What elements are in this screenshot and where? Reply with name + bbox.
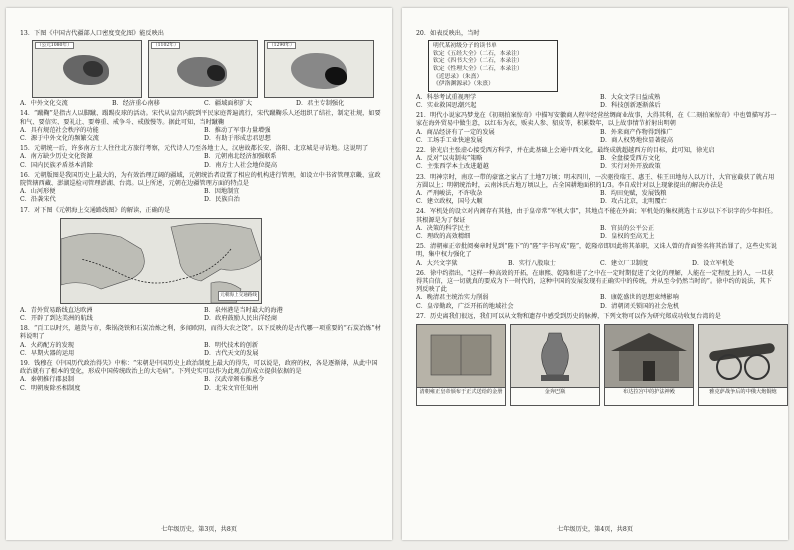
question-stem: 26．徐中约指出，“这样一种高效的开拓，在康熙、乾隆和进了之中在一定时期促进了文化的理解，人能在一定程度上的人，一旦获得其自信，这一切就真的要成为下一时代的，这种中国的发展发现有正确实中的传统，并从至今仍然当时的”。徐中约的说法，其下列反映了此 <box>416 269 774 294</box>
question-17 <box>20 207 382 324</box>
option-d: D．古代天文的发展 <box>204 349 259 357</box>
density-map-3 <box>264 40 374 98</box>
option-d: D．南方士人社会地位提高 <box>204 161 278 169</box>
option-c: C．源于中外文化的频繁交流 <box>20 135 99 143</box>
option-a: A．青外贸易路线直达欧洲 <box>20 306 93 314</box>
question-21 <box>416 112 778 145</box>
option-d: D．科技创新逐渐落后 <box>600 101 661 109</box>
option-b: B．均田免赋，发展钱粮 <box>600 190 667 197</box>
options <box>20 376 382 392</box>
map-legend: 元朝海上交通路线 <box>218 291 259 301</box>
map-caption: （公元1080年） <box>37 43 72 49</box>
options <box>416 190 778 206</box>
option-a: A．中外文化交流 <box>20 100 68 108</box>
options <box>20 127 382 143</box>
options <box>20 188 382 204</box>
options <box>416 225 778 241</box>
option-d: D．商人权势地位显著提高 <box>600 136 674 144</box>
option-c: C．国内民族矛盾基本消除 <box>20 161 93 169</box>
question-25 <box>416 243 778 268</box>
yuan-sea-route-map <box>60 218 262 304</box>
option-d: D．北宋文官任知州 <box>204 384 259 392</box>
options <box>20 100 382 108</box>
reading-list-table <box>428 40 558 92</box>
option-d: D．君主专制强化 <box>296 100 345 108</box>
option-c: C．建立厂卫制度 <box>600 259 649 267</box>
artifact-photo-4 <box>698 324 788 406</box>
option-c: C．理政的高效精细 <box>416 233 471 241</box>
option-c: C．实业救国思潮兴起 <box>416 101 477 109</box>
question-stem: 20．如表反映出，当时 <box>416 30 480 37</box>
density-map-1 <box>32 40 142 98</box>
table-row: 钦定《四书大全》（二石，本录注） <box>433 58 523 65</box>
photo-caption: 金奔巴瓶 <box>511 387 599 405</box>
table-row: 钦定《五经大全》（二石，本录注） <box>433 50 523 57</box>
option-a: A．科举考试重视理学 <box>416 93 477 101</box>
photo-caption: 布达拉宫中的护法神殿 <box>605 387 693 405</box>
map-caption: （1290年） <box>269 43 295 49</box>
question-stem: 13．下图《中国古代疆部人口密度变化图》能反映出 <box>20 30 164 37</box>
option-b: B．汉武帝颁布推恩令 <box>204 376 265 384</box>
left-exam-page <box>6 8 392 540</box>
options <box>20 307 382 323</box>
question-stem: 16．元朝版图是我国历史上最大的，为有效治理辽阔的疆域，元朝统治者设置了相应的机构进行管理，如设立中书省管理京畿、宣政院管辖西藏、澎湖巡检司管理澎湖、台湾。以上所述，元朝在边疆管理方面的特点是 <box>20 171 381 188</box>
option-d: D．有助于形成忠君思想 <box>204 135 271 143</box>
option-a: A．反对“以夷制夷”策略 <box>416 155 483 163</box>
option-d: D．政府鼓励人民出洋经商 <box>204 315 278 323</box>
page-footer: 七年级历史，第3页，共8页 <box>161 526 237 533</box>
option-a: A．秦朝推行郡县制 <box>20 376 74 384</box>
options <box>20 342 382 358</box>
option-d: D．攻占北京，北明覆亡 <box>600 198 667 206</box>
table-row: 钦定《性理大全》（二石，本录注） <box>433 65 523 72</box>
question-24 <box>416 208 778 241</box>
option-a: A．具有规范社会秩序的功能 <box>20 126 99 134</box>
artifact-photos <box>416 324 778 406</box>
question-stem: 21．明代小说家冯梦龙在《初刻拍案惊奇》中描写安徽商人程宰经营丝绸商业故事，大得其利，在《二刻拍案惊奇》中也曾描写苏一家在海外贸易中做生意，以红布为衣，贩卖人参、貂皮等，积累数年，以上故事情节折射出明朝 <box>416 112 777 128</box>
option-c: C．早期火器的运用 <box>20 349 75 357</box>
question-stem: 14．“蹴鞠”是指古人以脚蹴、蹋踢皮球的活动。宋代从皇宫内院到平民家庭普遍流行，宋代蹴鞠乐人还组织了结社，制定社规，如要和气、要信实、要礼让、要尊重、戒争斗、戒傲慢等。据此可知，当时蹴鞠 <box>20 110 381 126</box>
question-16 <box>20 172 382 205</box>
option-c: C．开辟了到达美洲的航线 <box>20 315 93 323</box>
options <box>416 155 778 171</box>
table-row: 《近思录》（朱熹） <box>433 73 483 80</box>
option-b: B．推动了军事力量增强 <box>204 126 271 134</box>
question-26 <box>416 270 778 311</box>
question-15 <box>20 145 382 170</box>
question-14 <box>20 110 382 143</box>
options <box>416 129 778 145</box>
question-23 <box>416 174 778 207</box>
option-b: B．因地制宜 <box>204 188 240 196</box>
temple-hall-image <box>605 325 693 387</box>
option-b: B．明代技术的创新 <box>204 341 259 349</box>
question-stem: 15．元朝统一后，许多南方士人往往北方旅行考察，元代诗人乃至各地士人，汉唐故都长安、洛阳、北京城是寻访地。这说明了 <box>20 145 369 153</box>
question-stem: 18．“百工以时兴，越货与市，柴锅浇铁和石炭冶炼之利，多闻欧阴，而得大农之饶”。以下反映的是古代哪一项重要的“石炭冶炼”材料说明了 <box>20 325 381 341</box>
question-22 <box>416 147 778 172</box>
option-c: C．疆域面积扩大 <box>204 100 253 108</box>
option-d: D．设立军机处 <box>692 259 735 267</box>
option-b: B．泉州港是当时最大的海港 <box>204 306 283 314</box>
question-18 <box>20 325 382 358</box>
option-b: B．全盘接受西方文化 <box>600 155 661 163</box>
option-a: A．山河形便 <box>20 188 56 196</box>
option-a: A．决策的科学民主 <box>416 224 470 232</box>
option-b: B．元朝南北经济加强联系 <box>204 153 277 161</box>
option-b: B．官员的公平公正 <box>600 224 655 232</box>
option-b: B．外来商产作物得到推广 <box>600 128 673 136</box>
option-c: C．沿袭宋代 <box>20 196 56 204</box>
option-a: A．严刑峻法，不许收杂 <box>416 190 483 197</box>
option-d: D．实行对外开放政策 <box>600 163 661 171</box>
option-c: C．明朝废除丞相制度 <box>20 384 81 392</box>
option-a: A．南方缺少历史文化资源 <box>20 153 93 161</box>
option-d: D．民族自治 <box>204 196 240 204</box>
option-b: B．经济重心南移 <box>112 100 160 108</box>
question-stem: 27．历史离我们很远，我们可以从文物和遗存中感受到历史的脉搏，下列文物可以作为研究郑成功收复台湾的是 <box>416 312 721 320</box>
population-density-maps <box>32 40 382 98</box>
options <box>416 260 778 268</box>
question-stem: 17．对下图《元朝海上交通路线图》的解读，正确的是 <box>20 206 171 214</box>
density-map-2 <box>148 40 258 98</box>
option-c: C．主张西学本土改进超越 <box>416 163 489 171</box>
table-row: 《伊洛渊源录》（朱熹） <box>433 81 494 88</box>
question-stem: 23．明神宗时，南京一带的豪富之家占了土地7万顷；明末四川，一次驱役瑞王、惠王、桂王田地每人以万计，大官宦截获了就占用方圆以上；明朝统治时，云南沐氏占地万顷以上，占全国耕地面积的1/3。李自成针对以上现象提出的解决办法是 <box>416 173 775 189</box>
photo-caption: 清朝雍正皇帝颁布于正式送给的金册 <box>417 387 505 405</box>
question-stem: 22．徐光启主张虚心接受西方科学，并在此基础上会通中西文化，最终成就超越西方的目标，此可知，徐光启 <box>416 146 715 154</box>
question-19 <box>20 360 382 393</box>
page-footer: 七年级历史，第4页，共8页 <box>557 526 633 533</box>
option-c: C．皇帝勤政，广泛开拓的地域社会 <box>416 302 514 310</box>
photo-caption: 雅克萨战争后的中俄大炮铜炮 <box>699 387 787 405</box>
option-c: C．工场手工业快速发展 <box>416 136 483 144</box>
option-a: A．商品经济有了一定的发展 <box>416 128 495 136</box>
table-row: 明代某初级分子的读书单 <box>433 43 497 50</box>
option-a: A．火药配方的发现 <box>20 341 74 349</box>
question-27 <box>416 313 778 406</box>
options <box>416 294 778 310</box>
option-d: D．皇权的至高无上 <box>600 233 655 241</box>
question-stem: 24．军机处的设立对内阁存有其他，由于皇帝常“军机大事”，其地点不能在外面；军机处的集权挑选十五岁以下不识字的少年担任。其根源是为了保证 <box>416 208 777 224</box>
artifact-photo-2 <box>510 324 600 406</box>
options <box>20 153 382 169</box>
artifact-photo-1 <box>416 324 506 406</box>
question-stem: 25．清朝雍正帝批阅奏章时见到“陛下”的“陛”字书写成“陛”，乾隆帝即因此将其革职，又诛人曾的背面签名将其治罪了，这些史实说明，集中权力强化了 <box>416 243 777 259</box>
golden-urn-image <box>511 325 599 387</box>
option-b: B．大众文学日益成熟 <box>600 93 661 101</box>
option-c: C．建立政权，国号大顺 <box>416 198 483 206</box>
options <box>416 94 778 110</box>
option-a: A．大兴文字狱 <box>416 259 458 267</box>
question-stem: 19．钱穆在《中国历代政治得失》中称：“宋朝是中国历史上政治制度上最大的得失，可以说是，政府的权，各是逐渐薄，从此中国政治就有了根本的变化，形成中国传统政治上的大毛病”。下列史实可以作为此观点的成立提供依据的是 <box>20 360 378 376</box>
option-b: B．实行八股取士 <box>508 259 556 267</box>
question-20 <box>416 30 778 110</box>
map-caption: （1102年） <box>153 43 179 49</box>
option-d: D．清朝闭关锁国的社会危机 <box>600 302 680 310</box>
gold-book-image <box>417 325 505 387</box>
artifact-photo-3 <box>604 324 694 406</box>
question-13 <box>20 30 382 108</box>
option-a: A．晚清君主统治实力削弱 <box>416 294 489 302</box>
right-exam-page <box>402 8 788 540</box>
cannon-image <box>699 325 787 387</box>
option-b: B．康乾盛世的思想束缚影响 <box>600 294 679 302</box>
